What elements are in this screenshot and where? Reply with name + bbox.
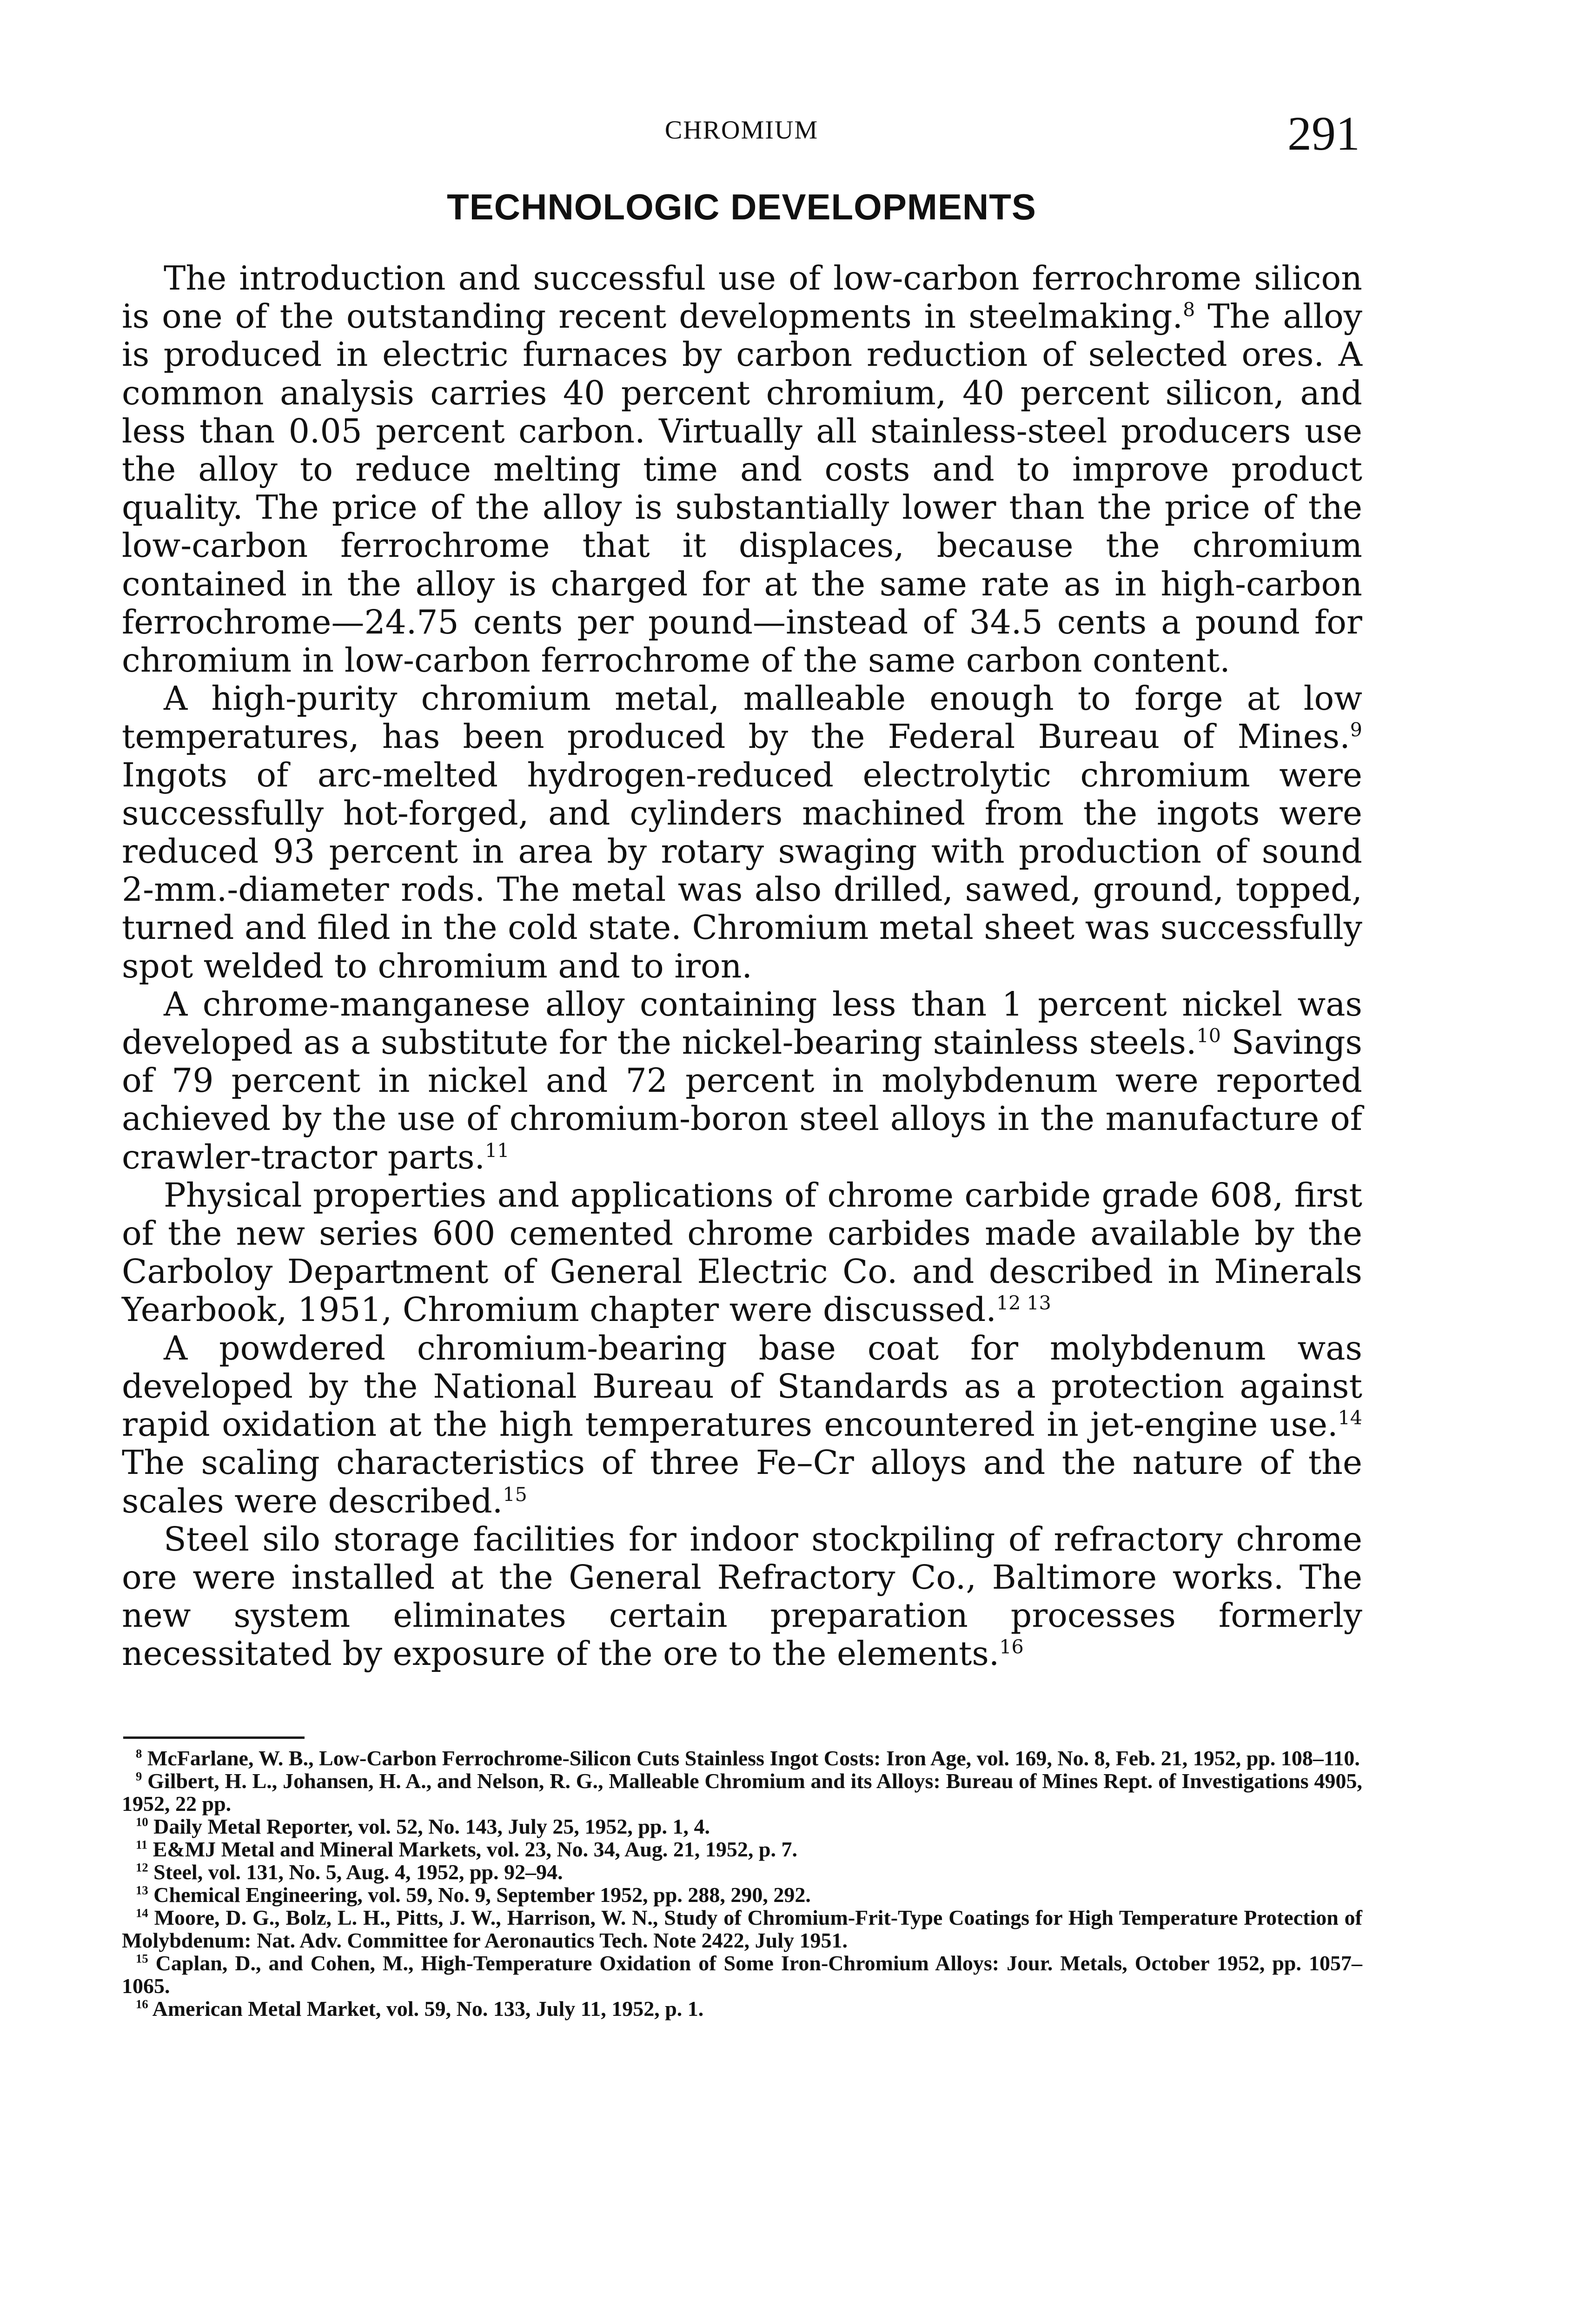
footnote-text: Moore, D. G., Bolz, L. H., Pitts, J. W., Harrison, W. N., Study of Chromium-Frit-Type Coatings for High Temperature Protection of Molybdenum: Nat. Adv. Committee for Aeronautics Tech. Note 2422, July 1951. (122, 1906, 1363, 1952)
footnote-ref: 15 (503, 1483, 527, 1505)
footnote-number: 8 (136, 1746, 142, 1761)
footnote-number: 15 (136, 1951, 148, 1966)
footnote-number: 11 (136, 1837, 148, 1852)
paragraph-text: A powdered chromium-bearing base coat for molybdenum was developed by the National Bureau of Standards as a protection against rapid oxidation at the high temperatures encountered in jet-engine use. (122, 1328, 1362, 1444)
paragraph-text: Savings of 79 percent in nickel and 72 percent in molybdenum were reported achieved by the use of chromium-boron steel alloys in the manufacture of crawler-tractor parts. (122, 1023, 1362, 1176)
footnote-ref: 10 (1196, 1024, 1221, 1047)
footnote-text: Gilbert, H. L., Johansen, H. A., and Nelson, R. G., Malleable Chromium and its Alloys: Bureau of Mines Rept. of Investigations 4905, 1952, 22 pp. (122, 1769, 1363, 1816)
paragraph (122, 985, 1362, 1176)
footnote-text: Daily Metal Reporter, vol. 52, No. 143, July 25, 1952, pp. 1, 4. (153, 1815, 710, 1838)
footnote-ref: 9 (1350, 719, 1362, 741)
footnote-number: 14 (136, 1906, 148, 1920)
footnote (122, 1883, 1362, 1906)
footnote (122, 1997, 1362, 2020)
page-number: 291 (1287, 107, 1360, 160)
footnote (122, 1769, 1362, 1815)
paragraph-text: A high-purity chromium metal, malleable enough to forge at low temperatures, has been produced by the Federal Bureau of Mines. (122, 679, 1362, 756)
footnote (122, 1906, 1362, 1952)
paragraph (122, 259, 1362, 680)
footnote (122, 1861, 1362, 1883)
footnote (122, 1952, 1362, 1997)
paragraph-text: The scaling characteristics of three Fe–Cr alloys and the nature of the scales were described. (122, 1443, 1362, 1520)
paragraph-text: The alloy is produced in electric furnaces by carbon reduction of selected ores. A common analysis carries 40 percent chromium, 40 percent silicon, and less than 0.05 percent carbon. Virtually all stainless-steel producers use the alloy to reduce melting time and costs and to improve product quality. The price of the alloy is substantially lower than the price of the low-carbon ferrochrome that it displaces, because the chromium contained in the alloy is charged for at the same rate as in high-carbon ferrochrome—24.75 cents per pound—instead of 34.5 cents a pound for chromium in low-carbon ferrochrome of the same carbon content. (122, 297, 1362, 680)
footnote (122, 1838, 1362, 1861)
footnotes (122, 1747, 1362, 2020)
paragraph (122, 1520, 1362, 1673)
footnote (122, 1747, 1362, 1769)
footnote-divider (123, 1736, 305, 1739)
paragraph (122, 1176, 1362, 1329)
paragraph-text: Steel silo storage facilities for indoor stockpiling of refractory chrome ore were installed at the General Refractory Co., Baltimore works. The new system eliminates certain preparation processes formerly necessitated by exposure of the ore to the elements. (122, 1519, 1362, 1673)
footnote-number: 16 (136, 1997, 148, 2011)
section-heading: TECHNOLOGIC DEVELOPMENTS (447, 186, 1036, 227)
footnote-text: Chemical Engineering, vol. 59, No. 9, September 1952, pp. 288, 290, 292. (153, 1883, 811, 1907)
footnote-text: Caplan, D., and Cohen, M., High-Temperature Oxidation of Some Iron-Chromium Alloys: Jour. Metals, October 1952, pp. 1057–1065. (122, 1951, 1362, 1998)
body-text (122, 259, 1362, 1673)
footnote-ref: 12 13 (996, 1292, 1051, 1314)
running-header (123, 106, 1360, 160)
footnote-text: Steel, vol. 131, No. 5, Aug. 4, 1952, pp. 92–94. (153, 1860, 563, 1884)
footnote-text: American Metal Market, vol. 59, No. 133, July 11, 1952, p. 1. (152, 1997, 704, 2020)
footnote-ref: 16 (999, 1636, 1024, 1658)
footnote-ref: 8 (1183, 298, 1195, 321)
paragraph-text: A chrome-manganese alloy containing less than 1 percent nickel was developed as a substitute for the nickel-bearing stainless steels. (122, 984, 1362, 1062)
running-title: CHROMIUM (664, 116, 819, 145)
paragraph-text: Physical properties and applications of chrome carbide grade 608, first of the new series 600 cemented chrome carbides made available by the Carboloy Department of General Electric Co. and described in Minerals Yearbook, 1951, Chromium chapter were discussed. (122, 1175, 1362, 1329)
paragraph (122, 680, 1362, 985)
footnote-ref: 11 (485, 1139, 510, 1162)
paragraph-text: The introduction and successful use of low-carbon ferrochrome silicon is one of the outstanding recent developments in steelmaking. (122, 259, 1362, 336)
footnote-number: 9 (136, 1769, 142, 1783)
paragraph (122, 1329, 1362, 1520)
footnote-number: 12 (136, 1860, 148, 1875)
footnote-number: 10 (136, 1815, 148, 1829)
footnote-text: E&MJ Metal and Mineral Markets, vol. 23, No. 34, Aug. 21, 1952, p. 7. (152, 1837, 798, 1861)
footnote-text: McFarlane, W. B., Low-Carbon Ferrochrome-Silicon Cuts Stainless Ingot Costs: Iron Age, vol. 169, No. 8, Feb. 21, 1952, pp. 108–110. (147, 1746, 1360, 1770)
paragraph-text: Ingots of arc-melted hydrogen-reduced electrolytic chromium were successfully hot-forged, and cylinders machined from the ingots were reduced 93 percent in area by rotary swaging with production of sound 2-mm.-diameter rods. The metal was also drilled, sawed, ground, topped, turned and filed in the cold state. Chromium metal sheet was successfully spot welded to chromium and to iron. (122, 755, 1362, 985)
footnote-number: 13 (136, 1883, 148, 1897)
footnote (122, 1815, 1362, 1838)
footnote-ref: 14 (1338, 1406, 1362, 1429)
